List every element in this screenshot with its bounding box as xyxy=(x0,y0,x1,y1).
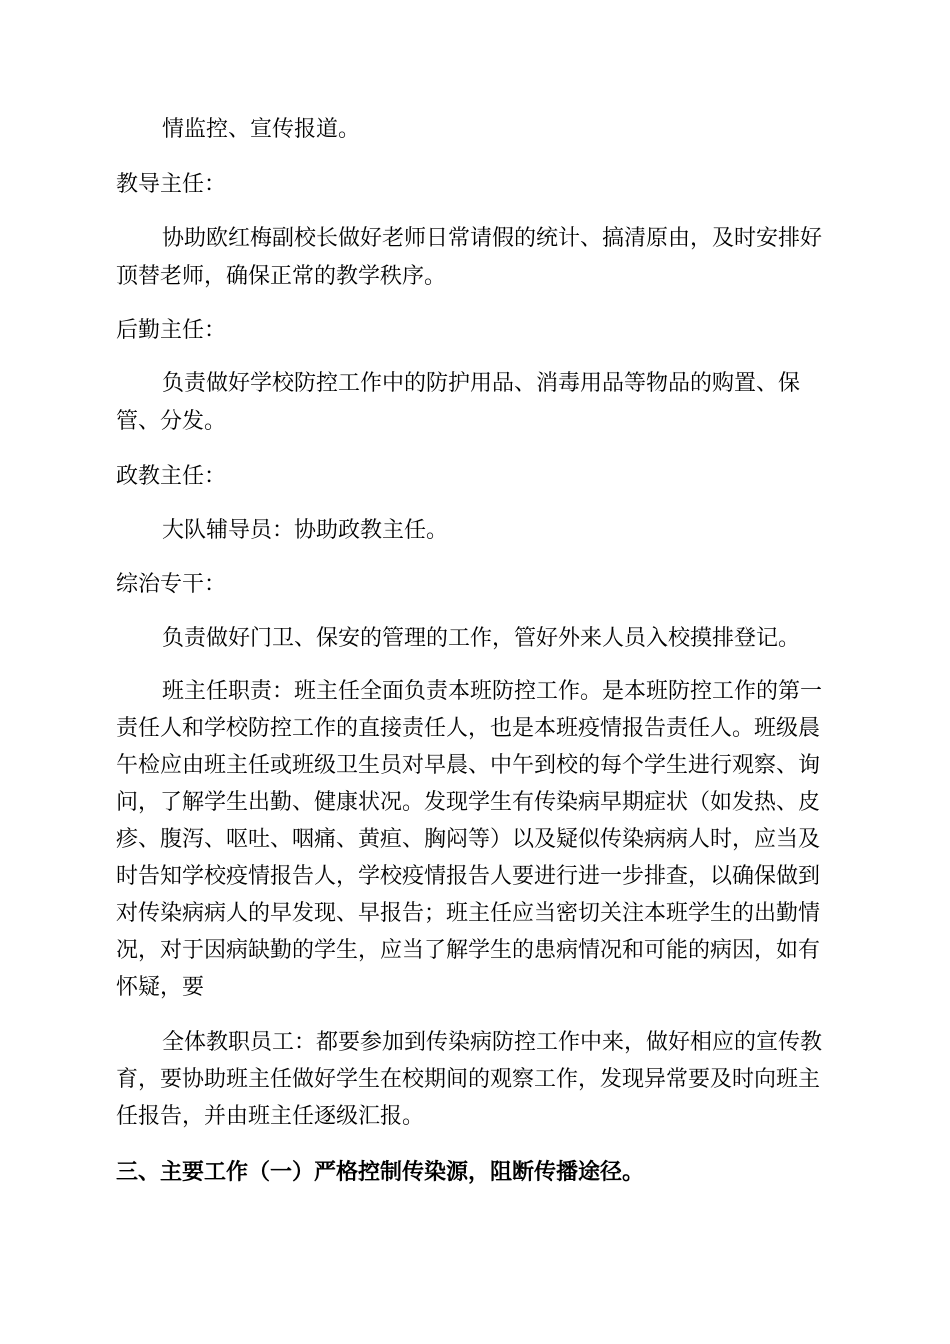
paragraph-line: 协助欧红梅副校长做好老师日常请假的统计、搞清原由，及时安排好 xyxy=(162,226,823,251)
paragraph-line: 况，对于因病缺勤的学生，应当了解学生的患病情况和可能的病因，如有 xyxy=(116,938,821,963)
paragraph-line: 对传染病病人的早发现、早报告；班主任应当密切关注本班学生的出勤情 xyxy=(116,901,821,926)
paragraph-line: 任报告，并由班主任逐级汇报。 xyxy=(116,1104,425,1129)
role-heading-political-director: 政教主任： xyxy=(116,464,227,489)
paragraph-line: 问，了解学生出勤、健康状况。发现学生有传染病早期症状（如发热、皮 xyxy=(116,790,821,815)
section-heading: 三、主要工作（一）严格控制传染源，阻断传播途径。 xyxy=(116,1159,645,1185)
role-heading-security-officer: 综治专干： xyxy=(116,572,227,597)
paragraph-line: 班主任职责：班主任全面负责本班防控工作。是本班防控工作的第一 xyxy=(162,679,823,704)
role-heading-logistics-director: 后勤主任： xyxy=(116,318,227,343)
paragraph-line: 责任人和学校防控工作的直接责任人，也是本班疫情报告责任人。班级晨 xyxy=(116,716,821,741)
paragraph-line: 疹、腹泻、呕吐、咽痛、黄疸、胸闷等）以及疑似传染病病人时，应当及 xyxy=(116,827,821,852)
paragraph-line: 负责做好门卫、保安的管理的工作，管好外来人员入校摸排登记。 xyxy=(162,626,801,651)
paragraph-line: 午检应由班主任或班级卫生员对早晨、中午到校的每个学生进行观察、询 xyxy=(116,753,821,778)
paragraph-line: 育，要协助班主任做好学生在校期间的观察工作，发现异常要及时向班主 xyxy=(116,1067,821,1092)
paragraph-line: 全体教职员工：都要参加到传染病防控工作中来，做好相应的宣传教 xyxy=(162,1030,823,1055)
paragraph-line: 管、分发。 xyxy=(116,409,227,434)
paragraph-line: 负责做好学校防控工作中的防护用品、消毒用品等物品的购置、保 xyxy=(162,371,801,396)
role-heading-academic-director: 教导主任： xyxy=(116,172,227,197)
paragraph-line: 怀疑，要 xyxy=(116,975,205,1000)
paragraph-line: 情监控、宣传报道。 xyxy=(162,117,361,142)
paragraph-line: 顶替老师，确保正常的教学秩序。 xyxy=(116,264,447,289)
paragraph-line: 时告知学校疫情报告人，学校疫情报告人要进行进一步排查，以确保做到 xyxy=(116,864,821,889)
paragraph-line: 大队辅导员：协助政教主任。 xyxy=(162,518,449,543)
